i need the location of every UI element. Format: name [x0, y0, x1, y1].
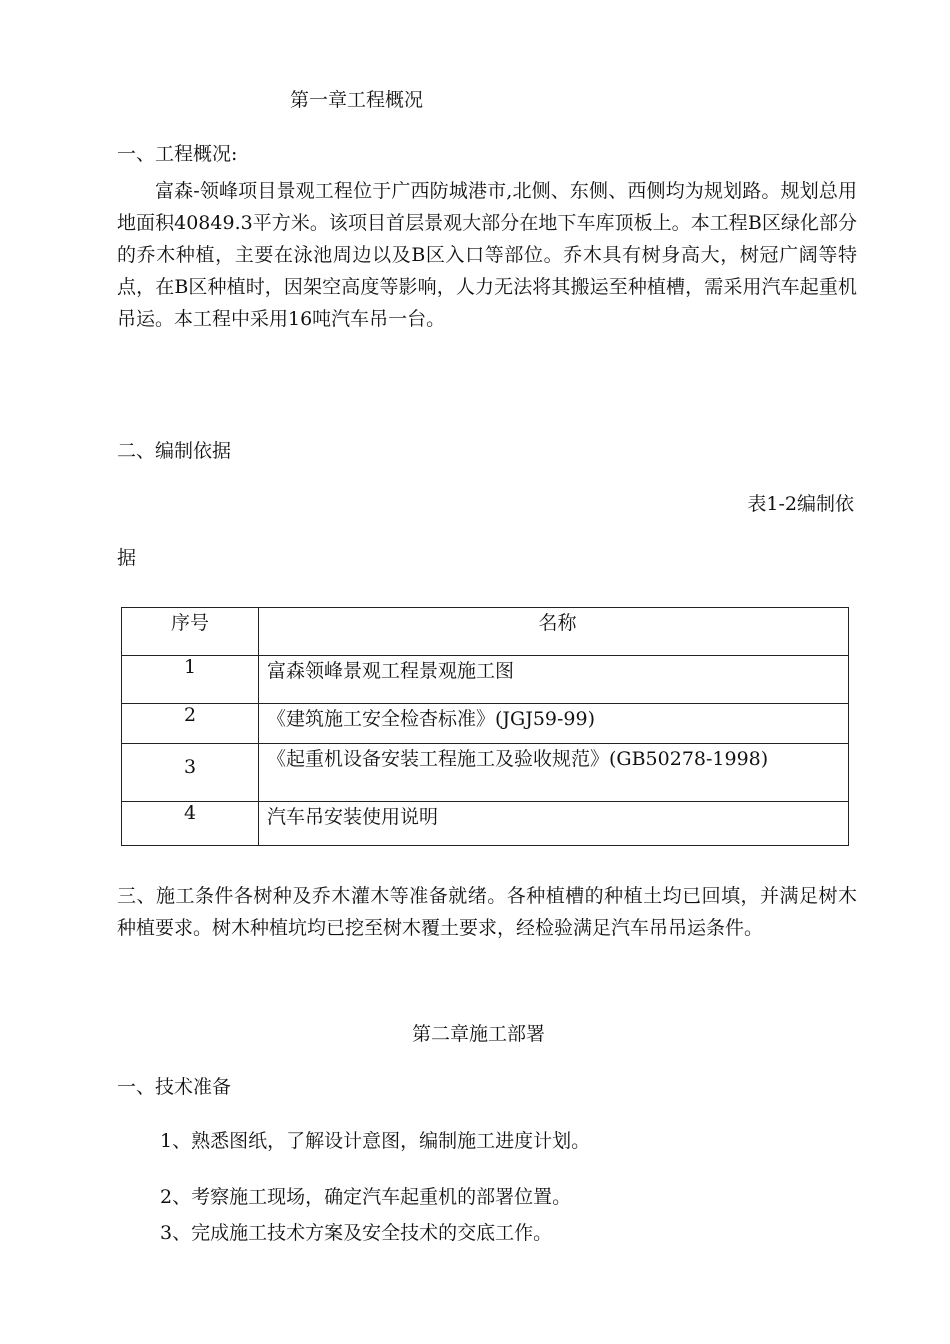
row-name: 富森领峰景观工程景观施工图: [259, 656, 849, 704]
row-name: 《建筑施工安全检杳标准》(JGJ59-99): [259, 704, 849, 744]
table-caption: 表1-2编制依: [747, 493, 854, 515]
conditions-paragraph: 三、施工条件各树种及乔木灌木等准备就绪。各种植槽的种植土均已回填，并满足树木种植要求。树木种植坑均已挖至树木覆土要求，经检验满足汽车吊吊运条件。: [117, 885, 857, 939]
overview-paragraph: 富森-领峰项目景观工程位于广西防城港市,北侧、东侧、西侧均为规划路。规划总用地面积40849.3平方米。该项目首层景观大部分在地下车库顶板上。本工程B区绿化部分的乔木种植，主要在泳池周边以及B区入口等部位。乔木具有树身高大，树冠广阔等特点，在B区种植时，因架空高度等影响，人力无法将其搬运至种植槽，需采用汽车起重机吊运。本工程中采用16吨汽车吊一台。: [117, 180, 857, 330]
list-item: 2、考察施工现场，确定汽车起重机的部署位置。: [160, 1186, 572, 1208]
row-index: 3: [122, 744, 259, 802]
table-row: [122, 802, 849, 846]
chapter-1-title: 第一章工程概况: [290, 89, 424, 111]
chapter-2-title: 第二章施工部署: [412, 1023, 546, 1045]
header-index: 序号: [122, 608, 259, 656]
list-item: 3、完成施工技术方案及安全技术的交底工作。: [160, 1222, 553, 1244]
table-row: [122, 704, 849, 744]
section-tech-prep-heading: 一、技术准备: [117, 1076, 232, 1098]
row-name: 《起重机设备安装工程施工及验收规范》(GB50278-1998): [259, 744, 849, 802]
row-index: 1: [122, 656, 259, 704]
section-overview-heading: 一、工程概况:: [117, 143, 238, 165]
section-basis-heading: 二、编制依据: [117, 440, 232, 462]
basis-table: [121, 607, 849, 846]
row-index: 4: [122, 802, 259, 846]
table-header-row: [122, 608, 849, 656]
table-row: [122, 656, 849, 704]
table-caption-continued: 据: [117, 547, 137, 569]
row-index: 2: [122, 704, 259, 744]
header-name: 名称: [259, 608, 849, 656]
row-name: 汽车吊安装使用说明: [259, 802, 849, 846]
list-item: 1、熟悉图纸，了解设计意图，编制施工进度计划。: [160, 1130, 591, 1152]
table-row: [122, 744, 849, 802]
